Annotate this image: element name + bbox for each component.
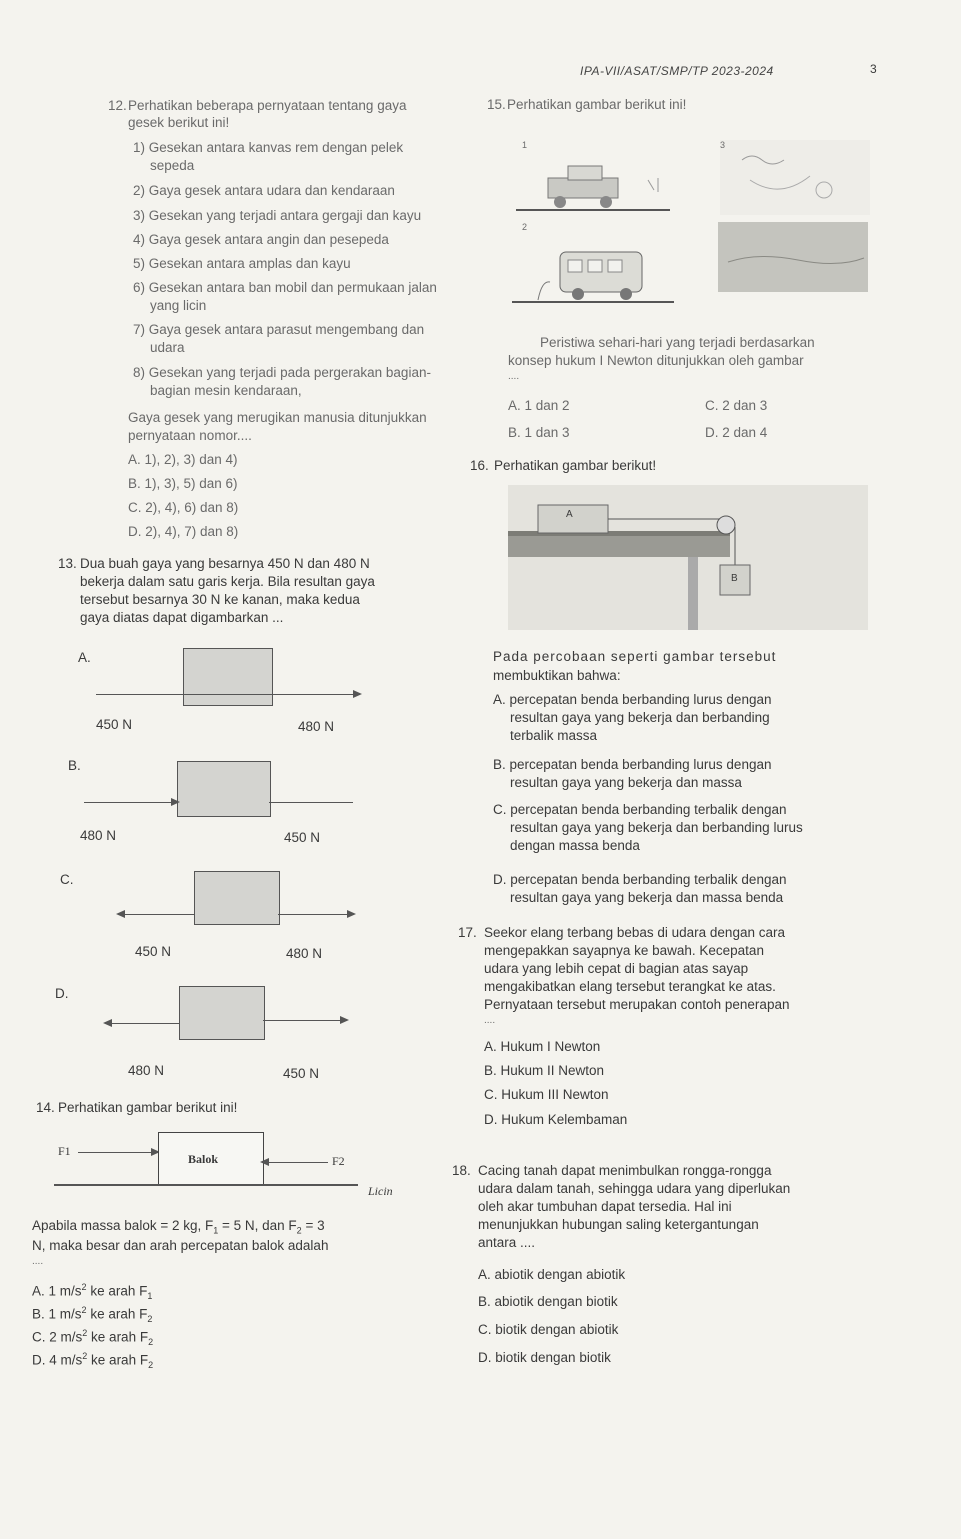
q16-option-a-line: resultan gaya yang bekerja dan berbanding [510,710,770,725]
q18-stem: oleh akar tumbuhan dapat tersedia. Hal ini [478,1199,732,1214]
sketch-illustration [720,140,870,215]
q13-option-d-right-force: 450 N [283,1066,320,1081]
q17-stem: mengakibatkan elang tersebut terangkat ke atas. [484,979,776,994]
q18-option-c[interactable]: C. biotik dengan abiotik [478,1322,619,1337]
page-number: 3 [870,62,877,76]
q16-option-c[interactable]: C. percepatan benda berbanding terbalik dengan [493,802,787,817]
photo-illustration [718,222,868,292]
q12-item: 5) Gesekan antara amplas dan kayu [133,256,351,271]
q16-number: 16. [470,458,489,473]
q12-item: 2) Gaya gesek antara udara dan kendaraan [133,183,395,198]
q14-f2-label: F2 [332,1154,345,1168]
q12-option-d[interactable]: D. 2), 4), 7) dan 8) [128,524,239,539]
q15-figure-3 [720,140,870,215]
q13-option-a-arrow [96,694,360,695]
q16-option-c-line: resultan gaya yang bekerja dan berbanding lurus [510,820,803,835]
q18-stem: menunjukkan hubungan saling ketergantungan [478,1217,759,1232]
q12-option-c[interactable]: C. 2), 4), 6) dan 8) [128,500,239,515]
q14-text-2: N, maka besar dan arah percepatan balok adalah [32,1238,329,1253]
q13-option-a-block [183,648,273,706]
q13-option-b-left-force: 480 N [80,828,117,843]
q12-item: 1) Gesekan antara kanvas rem dengan pelek [133,140,404,155]
q14-f1-label: F1 [58,1144,71,1158]
q13-option-b-right-force: 450 N [284,830,321,845]
q13-option-d-block [179,986,265,1040]
q16-figure [508,485,868,630]
q17-option-a[interactable]: A. Hukum I Newton [484,1039,601,1054]
q15-figure-1 [508,140,678,215]
q17-option-b[interactable]: B. Hukum II Newton [484,1063,605,1078]
q13-option-d-left-force: 480 N [128,1063,165,1078]
q12-number: 12. [108,98,127,113]
header-code: IPA-VII/ASAT/SMP/TP 2023-2024 [580,64,774,78]
q14-surface-label: Licin [368,1184,393,1198]
q12-option-b[interactable]: B. 1), 3), 5) dan 6) [128,476,238,491]
q13-option-b-block [177,761,271,817]
q15-option-b[interactable]: B. 1 dan 3 [508,425,570,440]
q18-stem: Cacing tanah dapat menimbulkan rongga-rongga [478,1163,772,1178]
q13-option-c-arrow-left [118,914,194,915]
bus-illustration [508,222,678,304]
q18-stem: antara .... [478,1235,536,1250]
q14-stem: Perhatikan gambar berikut ini! [58,1100,238,1115]
q13-option-a-left-force: 450 N [96,717,133,732]
q15-stem: Perhatikan gambar berikut ini! [507,97,687,112]
q14-dots: .... [32,1256,44,1267]
q18-option-b[interactable]: B. abiotik dengan biotik [478,1294,618,1309]
q16-option-b[interactable]: B. percepatan benda berbanding lurus dengan [493,757,772,772]
q17-stem: Pernyataan tersebut merupakan contoh penerapan [484,997,790,1012]
q15-option-a[interactable]: A. 1 dan 2 [508,398,570,413]
q16-stem: Perhatikan gambar berikut! [494,458,657,473]
q12-item: 7) Gaya gesek antara parasut mengembang dan [133,322,425,337]
q12-item: yang licin [150,298,207,313]
q12-item: sepeda [150,158,195,173]
q12-stem-1: Perhatikan beberapa pernyataan tentang gaya [128,98,407,113]
q15-number: 15. [487,97,506,112]
q13-option-d-arrow-right [263,1020,347,1021]
q14-f2-arrow [262,1162,328,1163]
q14-f1-arrow [78,1152,158,1153]
q12-item: 8) Gesekan yang terjadi pada pergerakan bagian- [133,365,431,380]
q15-dots: .... [508,371,520,382]
q13-option-c-right-force: 480 N [286,946,323,961]
q14-figure [50,1128,393,1200]
q13-option-c-arrow-right [278,914,354,915]
q15-fig-label-1: 1 [522,140,528,150]
q13-stem: tersebut besarnya 30 N ke kanan, maka kedua [80,592,360,607]
q14-block-label: Balok [188,1152,219,1166]
q15-figure-4 [718,222,868,292]
q12-item: udara [150,340,185,355]
q13-number: 13. [58,556,77,571]
q18-number: 18. [452,1163,471,1178]
q17-dots: .... [484,1015,496,1026]
q12-ask-2: pernyataan nomor.... [128,428,252,443]
q13-stem: Dua buah gaya yang besarnya 450 N dan 480 N [80,556,370,571]
q13-option-b-label[interactable]: B. [68,758,81,773]
q17-stem: mengepakkan sayapnya ke bawah. Kecepatan [484,943,764,958]
q15-caption-1: Peristiwa sehari-hari yang terjadi berdasarkan [540,335,815,350]
q12-ask-1: Gaya gesek yang merugikan manusia ditunjukkan [128,410,427,425]
q14-number: 14. [36,1100,55,1115]
q13-option-b-arrow-left [84,802,178,803]
q17-stem: udara yang lebih cepat di bagian atas sayap [484,961,749,976]
q13-option-c-label[interactable]: C. [60,872,74,887]
q14-option-c[interactable]: C. 2 $m/s^2$ ke arah $F_2$ [32,1328,154,1348]
q16-lead-2: membuktikan bahwa: [493,668,621,683]
q18-option-a[interactable]: A. abiotik dengan abiotik [478,1267,626,1282]
q17-option-c[interactable]: C. Hukum III Newton [484,1087,609,1102]
q15-caption-2: konsep hukum I Newton ditunjukkan oleh gambar [508,353,804,368]
q16-option-d-line: resultan gaya yang bekerja dan massa benda [510,890,784,905]
q17-option-d[interactable]: D. Hukum Kelembaman [484,1112,628,1127]
q18-option-d[interactable]: D. biotik dengan biotik [478,1350,611,1365]
q14-text-1: Apabila massa balok = 2 kg, $F_1 = 5$ N, dan $F_2 = 3$ [32,1218,325,1236]
q13-stem: gaya diatas dapat digambarkan ... [80,610,284,625]
q16-block-a-label: A [566,509,573,520]
q13-option-b-line-right [269,802,353,803]
q17-stem: Seekor elang terbang bebas di udara dengan cara [484,925,785,940]
q12-item: bagian mesin kendaraan, [150,383,302,398]
q16-option-b-line: resultan gaya yang bekerja dan massa [510,775,742,790]
q12-item: 6) Gesekan antara ban mobil dan permukaan jalan [133,280,437,295]
q18-stem: udara dalam tanah, sehingga udara yang diperlukan [478,1181,791,1196]
q15-fig-label-3: 3 [720,140,726,150]
q14-option-d[interactable]: D. 4 $m/s^2$ ke arah $F_2$ [32,1351,154,1371]
q16-option-d[interactable]: D. percepatan benda berbanding terbalik dengan [493,872,787,887]
q12-item: 4) Gaya gesek antara angin dan pesepeda [133,232,389,247]
q13-option-a-label[interactable]: A. [78,650,91,665]
q16-option-c-line: dengan massa benda [510,838,640,853]
truck-illustration [508,140,678,215]
q15-option-d[interactable]: D. 2 dan 4 [705,425,768,440]
q15-option-c[interactable]: C. 2 dan 3 [705,398,768,413]
q12-stem-2: gesek berikut ini! [128,115,230,130]
q14-surface [54,1184,358,1186]
q13-option-c-left-force: 450 N [135,944,172,959]
q13-option-d-arrow-left [105,1023,179,1024]
q15-fig-label-2: 2 [522,222,528,232]
q12-item: 3) Gesekan yang terjadi antara gergaji dan kayu [133,208,422,223]
q13-option-d-label[interactable]: D. [55,986,69,1001]
q14-option-a[interactable]: A. 1 $m/s^2$ ke arah $F_1$ [32,1282,153,1302]
q13-option-c-block [194,871,280,925]
q14-option-b[interactable]: B. 1 $m/s^2$ ke arah $F_2$ [32,1305,153,1325]
q16-block-b-label: B [731,573,738,584]
q13-stem: bekerja dalam satu garis kerja. Bila resultan gaya [80,574,375,589]
q16-option-a-line: terbalik massa [510,728,598,743]
pulley-illustration [508,485,868,630]
q16-option-a[interactable]: A. percepatan benda berbanding lurus dengan [493,692,772,707]
q15-figure-2 [508,222,678,304]
q13-option-a-right-force: 480 N [298,719,335,734]
q17-number: 17. [458,925,477,940]
q12-option-a[interactable]: A. 1), 2), 3) dan 4) [128,452,238,467]
q16-lead-1: Pada percobaan seperti gambar tersebut [493,649,777,664]
